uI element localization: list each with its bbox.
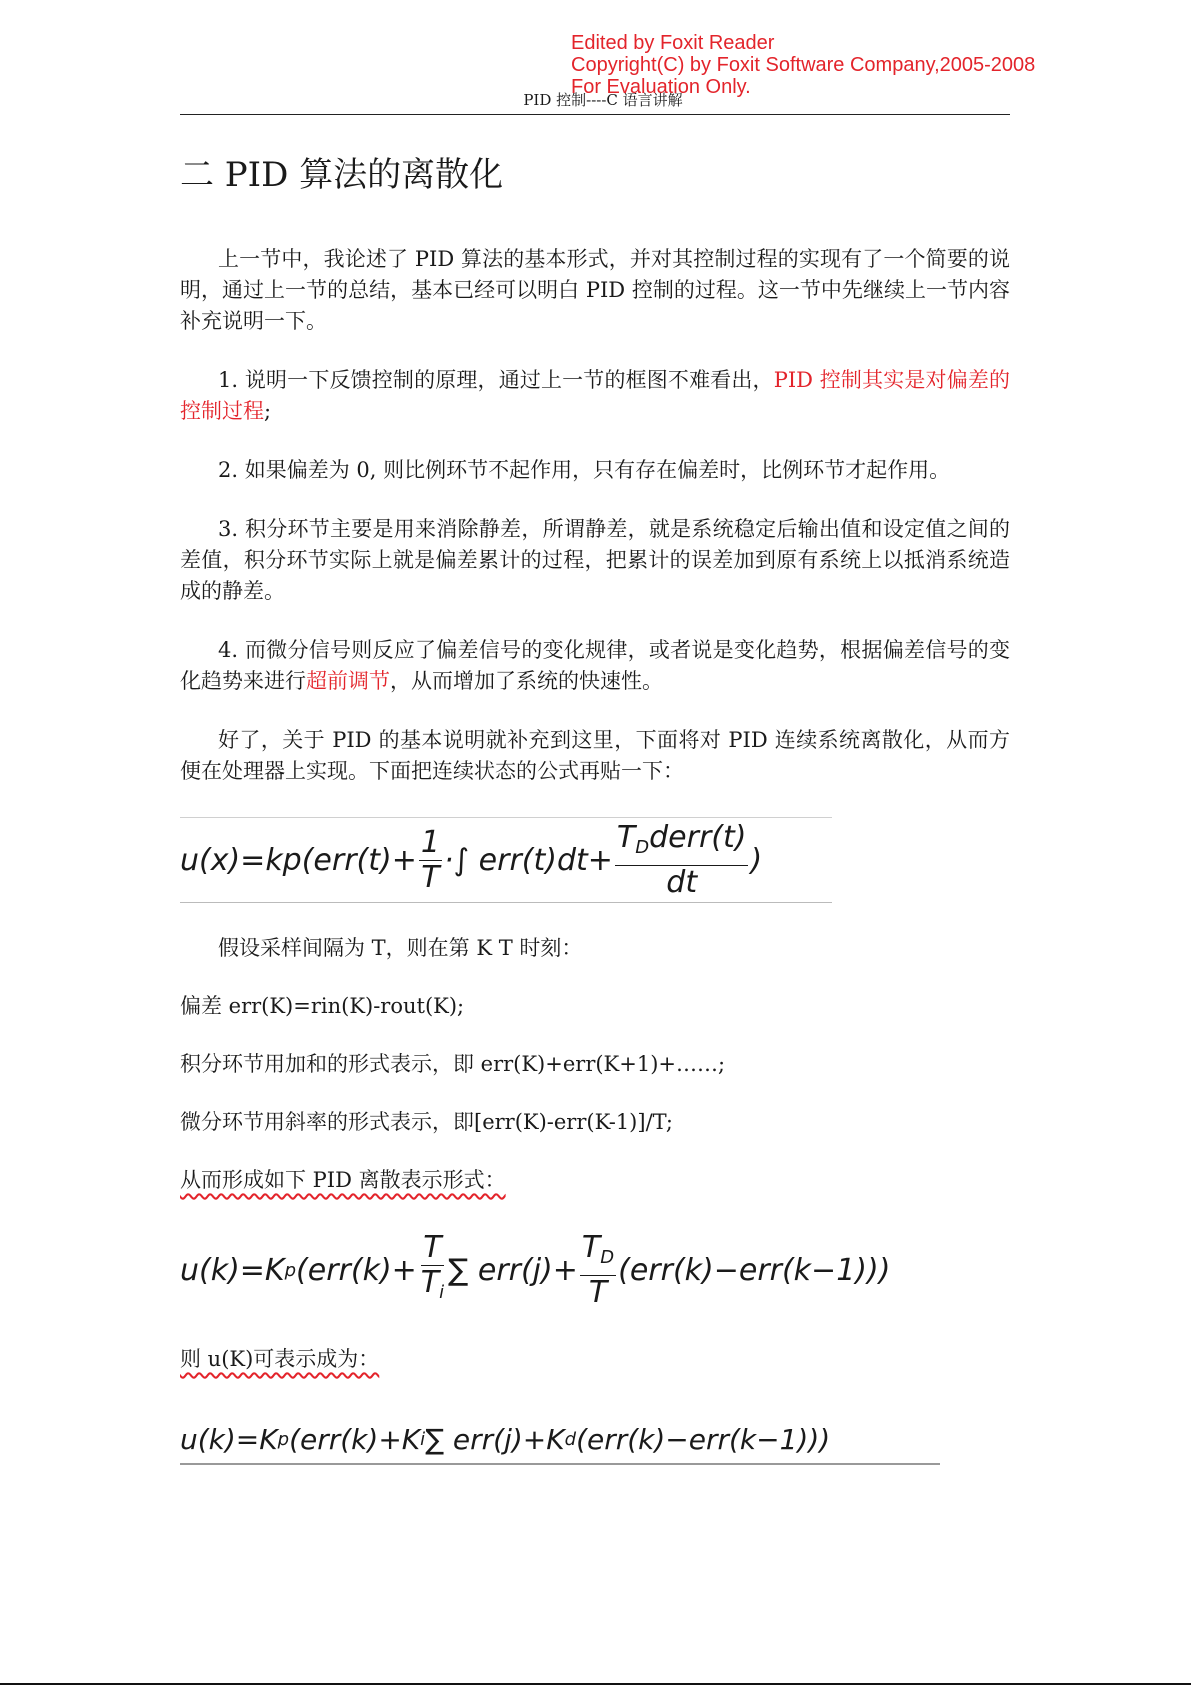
final-kp-subscript: p xyxy=(277,1428,290,1450)
ti-subscript: i xyxy=(439,1281,445,1303)
final-term-b: (err(k)+K xyxy=(289,1422,421,1456)
continuous-formula-close: ) xyxy=(750,842,763,878)
watermark-line-2: Copyright(C) by Foxit Software Company,2005-2008 xyxy=(571,54,1036,76)
discrete-difference-term: (err(k)−err(k−1))) xyxy=(618,1252,891,1288)
uk-intro-text: 则 u(K)可表示成为： xyxy=(180,1347,380,1371)
fraction-2-denominator: dt xyxy=(666,864,698,900)
integral-definition: 积分环节用加和的形式表示，即 err(K)+err(K+1)+……; xyxy=(180,1052,726,1076)
watermark-line-3: For Evaluation Only. xyxy=(571,76,751,98)
final-kd-subscript: d xyxy=(564,1428,577,1450)
discrete-fraction-1-denominator xyxy=(419,1266,446,1310)
running-header-title: PID 控制----C 语言讲解 xyxy=(523,91,683,109)
discrete-fraction-2 xyxy=(580,1231,616,1310)
td-subscript: D xyxy=(635,836,650,858)
watermark-line-1: Edited by Foxit Reader xyxy=(571,32,775,54)
error-definition: 偏差 err(K)=rin(K)-rout(K); xyxy=(180,994,465,1018)
final-pid-formula xyxy=(180,1415,940,1465)
discrete-pid-formula xyxy=(180,1230,980,1310)
final-ki-subscript: i xyxy=(420,1428,426,1450)
point-1-highlight: PID 控制其实是对偏差的控制过程 xyxy=(180,368,1010,423)
point-4-paragraph xyxy=(180,635,1010,697)
final-lhs: u(k)=K xyxy=(180,1422,278,1456)
ti-symbol: T xyxy=(420,1264,440,1300)
point-1-paragraph xyxy=(180,365,1010,427)
derr-term: derr(t) xyxy=(649,819,747,855)
continuous-formula-integral: ·∫ err(t)dt+ xyxy=(443,842,613,878)
intro-paragraph: 上一节中，我论述了 PID 算法的基本形式，并对其控制过程的实现有了一个简要的说明，通过上一节的总结，基本已经可以明白 PID 控制的过程。这一节中先继续上一节内容补充说明一下。 xyxy=(180,247,1010,333)
continuous-fraction-2 xyxy=(615,821,749,900)
section-title: 二 PID 算法的离散化 xyxy=(180,155,504,195)
continuous-pid-formula xyxy=(180,817,832,903)
continuous-formula-lhs: u(x)=kp(err(t)+ xyxy=(180,842,417,878)
discrete-fraction-1-numerator: T xyxy=(423,1230,442,1265)
fraction-1-denominator: T xyxy=(421,859,440,895)
fraction-1-numerator: 1 xyxy=(420,824,440,860)
discrete-intro xyxy=(180,1165,1010,1196)
discrete-fraction-1 xyxy=(419,1231,446,1310)
point-2-paragraph: 2. 如果偏差为 0, 则比例环节不起作用，只有存在偏差时，比例环节才起作用。 xyxy=(218,458,951,482)
point-3-paragraph: 3. 积分环节主要是用来消除静差，所谓静差，就是系统稳定后输出值和设定值之间的差值，积分环节实际上就是偏差累计的过程，把累计的误差加到原有系统上以抵消系统造成的静差。 xyxy=(180,517,1010,603)
kp-subscript: p xyxy=(284,1259,297,1281)
final-term-d: (err(k)−err(k−1))) xyxy=(576,1422,831,1456)
discrete-sum-term: ∑ err(j)+ xyxy=(448,1252,578,1288)
transition-paragraph: 好了，关于 PID 的基本说明就补充到这里，下面将对 PID 连续系统离散化，从而方便在处理器上实现。下面把连续状态的公式再贴一下： xyxy=(180,728,1010,783)
point-4-text: 4. 而微分信号则反应了偏差信号的变化规律，或者说是变化趋势，根据偏差信号的变化趋势来进行 xyxy=(180,638,1010,693)
page-content xyxy=(180,150,1010,1465)
discrete-fraction-2-numerator xyxy=(580,1231,616,1276)
sampling-assumption: 假设采样间隔为 T，则在第 K T 时刻： xyxy=(218,936,583,960)
continuous-fraction-1 xyxy=(419,826,442,895)
fraction-2-numerator xyxy=(615,821,749,866)
td-symbol-2: T xyxy=(581,1230,601,1265)
td-symbol: T xyxy=(616,819,636,855)
derivative-definition: 微分环节用斜率的形式表示，即[err(K)-err(K-1)]/T; xyxy=(180,1110,673,1134)
foxit-watermark xyxy=(571,32,1131,98)
final-term-c: ∑ err(j)+K xyxy=(425,1422,565,1456)
point-1-text: 1. 说明一下反馈控制的原理，通过上一节的框图不难看出， xyxy=(218,368,774,392)
discrete-intro-text: 从而形成如下 PID 离散表示形式： xyxy=(180,1168,506,1192)
uk-intro xyxy=(180,1344,1010,1375)
discrete-fraction-2-denominator: T xyxy=(588,1274,608,1310)
point-4-end: ，从而增加了系统的快速性。 xyxy=(390,669,663,693)
discrete-term-a: (err(k)+ xyxy=(296,1252,417,1288)
point-1-end: ; xyxy=(264,399,272,423)
discrete-lhs: u(k)=K xyxy=(180,1252,285,1288)
point-4-highlight: 超前调节 xyxy=(306,669,390,693)
td-subscript-2: D xyxy=(600,1246,615,1268)
